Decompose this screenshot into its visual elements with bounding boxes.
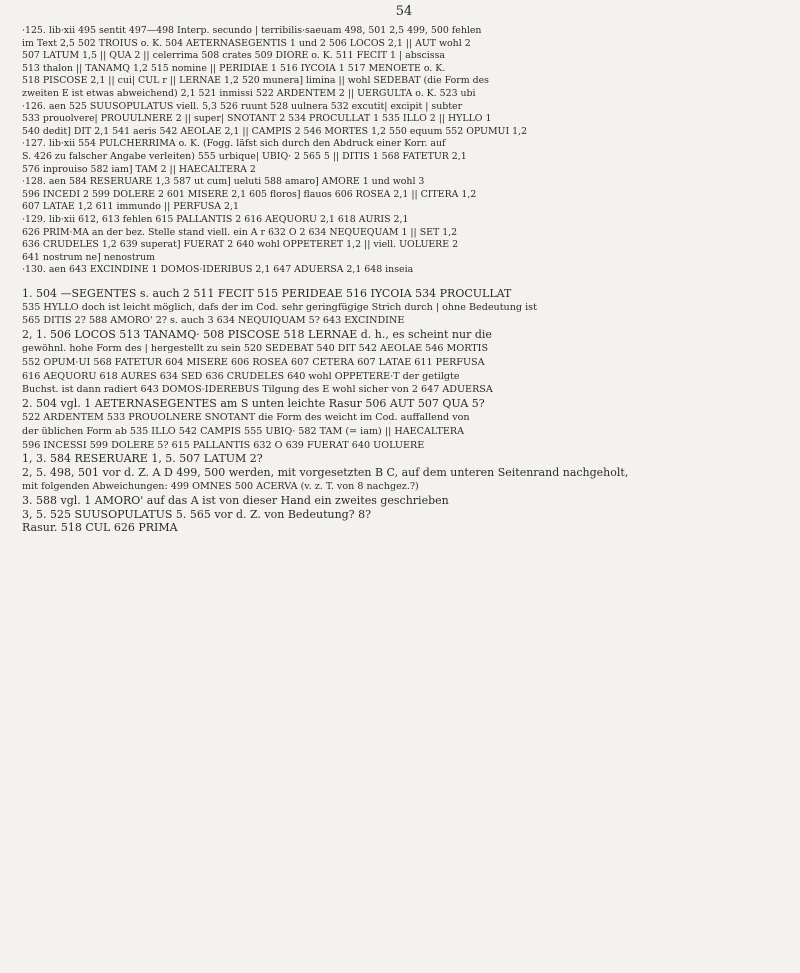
footnote-line: Buchst. ist dann radiert 643 DOMOS·IDEREBUS Tilgung des E wohl sicher von 2 647 ADUERSA (22, 384, 493, 396)
note-line: 607 LATAE 1,2 611 immundo || PERFUSA 2,1 (22, 201, 239, 213)
section-gap (22, 277, 786, 286)
note-line: 596 INCEDI 2 599 DOLERE 2 601 MISERE 2,1 605 floros] flauos 606 ROSEA 2,1 || CITERA 1,2 (22, 188, 477, 200)
footnote-line: 552 OPUM·UI 568 FATETUR 604 MISERE 606 ROSEA 607 CETERA 607 LATAE 611 PERFUSA (22, 356, 485, 368)
note-line: im Text 2,5 502 TROIUS o. K. 504 AETERNASEGENTIS 1 und 2 506 LOCOS 2,1 || AUT wohl 2 (22, 37, 471, 49)
note-line: ·127. lib·xii 554 PULCHERRIMA o. K. (Fogg. läfst sich durch den Abdruck einer Korr. auf (22, 138, 446, 150)
footnote-line: 565 DITIS 2? 588 AMORO' 2? s. auch 3 634 NEQUIQUAM 5? 643 EXCINDINE (22, 315, 405, 327)
footnote-section (22, 287, 786, 535)
footnote-line: mit folgenden Abweichungen: 499 OMNES 500 ACERVA (v. z. T. von 8 nachgez.?) (22, 481, 419, 493)
footnote-line: Rasur. 518 CUL 626 PRIMA (22, 521, 178, 535)
note-line: ·129. lib·xii 612, 613 fehlen 615 PALLANTIS 2 616 AEQUORU 2,1 618 AURIS 2,1 (22, 213, 409, 225)
footnote-line: 1. 504 —SEGENTES s. auch 2 511 FECIT 515 PERIDEAE 516 IYCOIA 534 PROCULLAT (22, 286, 512, 300)
note-line: 540 dedit] DIT 2,1 541 aeris 542 AEOLAE 2,1 || CAMPIS 2 546 MORTES 1,2 550 equum 552 OPUMUI 1,2 (22, 125, 528, 137)
note-line: ·126. aen 525 SUUSOPULATUS viell. 5,3 526 ruunt 528 uulnera 532 excutit| excipit | subter (22, 100, 463, 112)
footnote-line: 616 AEQUORU 618 AURES 634 SED 636 CRUDELES 640 wohl OPPETERE·T der getilgte (22, 370, 460, 382)
note-line: 576 inprouiso 582 iam] TAM 2 || HAECALTERA 2 (22, 163, 256, 175)
note-line: 513 thalon || TANAMQ 1,2 515 nomine || PERIDIAE 1 516 IYCOIA 1 517 MENOETE o. K. (22, 62, 446, 74)
footnote-line: gewöhnl. hohe Form des | hergestellt zu sein 520 SEDEBAT 540 DIT 542 AEOLAE 546 MORTIS (22, 343, 489, 355)
note-line: 518 PISCOSE 2,1 || cui| CUL r || LERNAE 1,2 520 munera] limina || wohl SEDEBAT (die Form des (22, 75, 489, 87)
footnote-line: 1, 3. 584 RESERUARE 1, 5. 507 LATUM 2? (22, 452, 263, 466)
footnote-line: 3, 5. 525 SUUSOPULATUS 5. 565 vor d. Z. von Bedeutung? 8? (22, 507, 371, 521)
footnote-line: 2, 5. 498, 501 vor d. Z. A D 499, 500 werden, mit vorgesetzten B C, auf dem unteren Seitenrand nachgeholt, (22, 466, 629, 480)
note-line: ·125. lib·xii 495 sentit 497—498 Interp. secundo | terribilis·saeuam 498, 501 2,5 499, 500 fehlen (22, 25, 482, 36)
note-line: S. 426 zu falscher Angabe verleiten) 555 urbique| UBIQ· 2 565 5 || DITIS 1 568 FATETUR 2,1 (22, 150, 467, 162)
critical-notes (22, 25, 786, 277)
note-line: 507 LATUM 1,5 || QUA 2 || celerrima 508 crates 509 DIORE o. K. 511 FECIT 1 | abscissa (22, 50, 445, 62)
note-line: ·130. aen 643 EXCINDINE 1 DOMOS·IDERIBUS 2,1 647 ADUERSA 2,1 648 inseia (22, 264, 414, 276)
footnote-line: 2. 504 vgl. 1 AETERNASEGENTES am S unten leichte Rasur 506 AUT 507 QUA 5? (22, 397, 485, 411)
note-line: 641 nostrum ne] nenostrum (22, 251, 156, 263)
footnote-line: 3. 588 vgl. 1 AMORO' auf das A ist von dieser Hand ein zweites geschrieben (22, 493, 449, 507)
note-line: 626 PRIM·MA an der bez. Stelle stand viell. ein A r 632 O 2 634 NEQUEQUAM 1 || SET 1,2 (22, 226, 458, 238)
footnote-line: 596 INCESSI 599 DOLERE 5? 615 PALLANTIS 632 O 639 FUERAT 640 UOLUERE (22, 439, 425, 451)
note-line: 533 prouolvere| PROUULNERE 2 || super| SNOTANT 2 534 PROCULLAT 1 535 ILLO 2 || HYLLO 1 (22, 113, 492, 125)
footnote-line: der üblichen Form ab 535 ILLO 542 CAMPIS 555 UBIQ· 582 TAM (= iam) || HAECALTERA (22, 425, 465, 437)
note-line: zweiten E ist etwas abweichend) 2,1 521 inmissi 522 ARDENTEM 2 || UERGULTA o. K. 523 ubi (22, 87, 476, 99)
note-line: ·128. aen 584 RESERUARE 1,3 587 ut cum] ueluti 588 amaro] AMORE 1 und wohl 3 (22, 176, 425, 188)
document-page (22, 0, 786, 535)
footnote-line: 522 ARDENTEM 533 PROUOLNERE SNOTANT die Form des weicht im Cod. auffallend von (22, 412, 470, 424)
page-number: 54 (395, 4, 413, 19)
footnote-line: 535 HYLLO doch ist leicht möglich, dafs der im Cod. sehr geringfügige Strich durch | ohne Bedeutung ist (22, 301, 537, 313)
note-line: 636 CRUDELES 1,2 639 superat] FUERAT 2 640 wohl OPPETERET 1,2 || viell. UOLUERE 2 (22, 239, 459, 251)
footnote-line: 2, 1. 506 LOCOS 513 TANAMQ· 508 PISCOSE 518 LERNAE d. h., es scheint nur die (22, 328, 492, 342)
